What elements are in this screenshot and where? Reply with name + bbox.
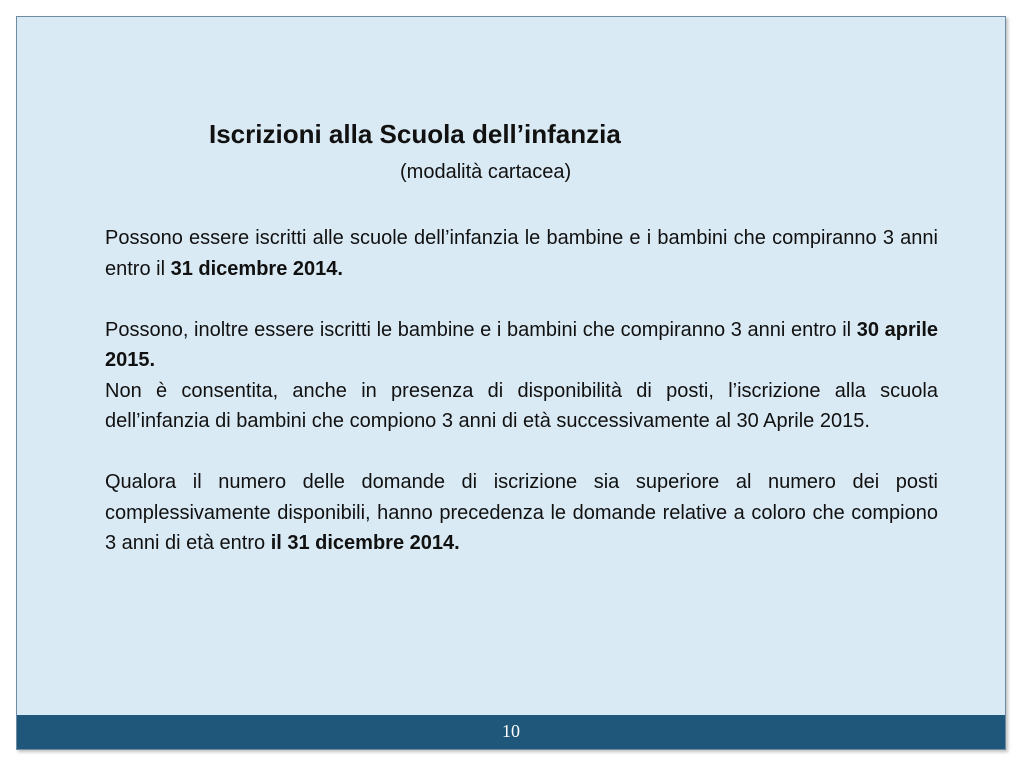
paragraph-bold-date: 31 dicembre 2014. bbox=[170, 257, 343, 280]
paragraph-bold-date: 30 aprile 2015. bbox=[105, 318, 939, 371]
slide bbox=[16, 16, 1006, 750]
slide-body bbox=[105, 223, 938, 559]
paragraph-not-allowed bbox=[105, 376, 938, 437]
slide-title: Iscrizioni alla Scuola dell’infanzia bbox=[209, 119, 621, 149]
paragraph-text: Non è consentita, anche in presenza di disponibilità di posti, l’iscrizione alla scuola dell’infanzia di bambini che compiono 3 anni di età successivamente al 30 Aprile 2015. bbox=[105, 379, 938, 432]
paragraph-text: Qualora il numero delle domande di iscrizione sia superiore al numero dei posti complessivamente disponibili, hanno precedenza le domande relative a coloro che compiono 3 anni di età entro bbox=[105, 471, 938, 554]
paragraph-bold-date: il 31 dicembre 2014. bbox=[270, 532, 460, 554]
page-number: 10 bbox=[502, 721, 520, 741]
paragraph-text: Possono essere iscritti alle scuole dell’infanzia le bambine e i bambini che compiranno 3 anni entro il bbox=[105, 227, 938, 280]
footer-bar bbox=[17, 715, 1005, 749]
paragraph-text: Possono, inoltre essere iscritti le bambine e i bambini che compiranno 3 anni entro il bbox=[105, 318, 857, 341]
paragraph-eligibility bbox=[105, 223, 938, 284]
paragraph-additional-eligibility bbox=[105, 315, 938, 376]
slide-subtitle: (modalità cartacea) bbox=[400, 161, 572, 183]
paragraph-precedence bbox=[105, 467, 938, 559]
